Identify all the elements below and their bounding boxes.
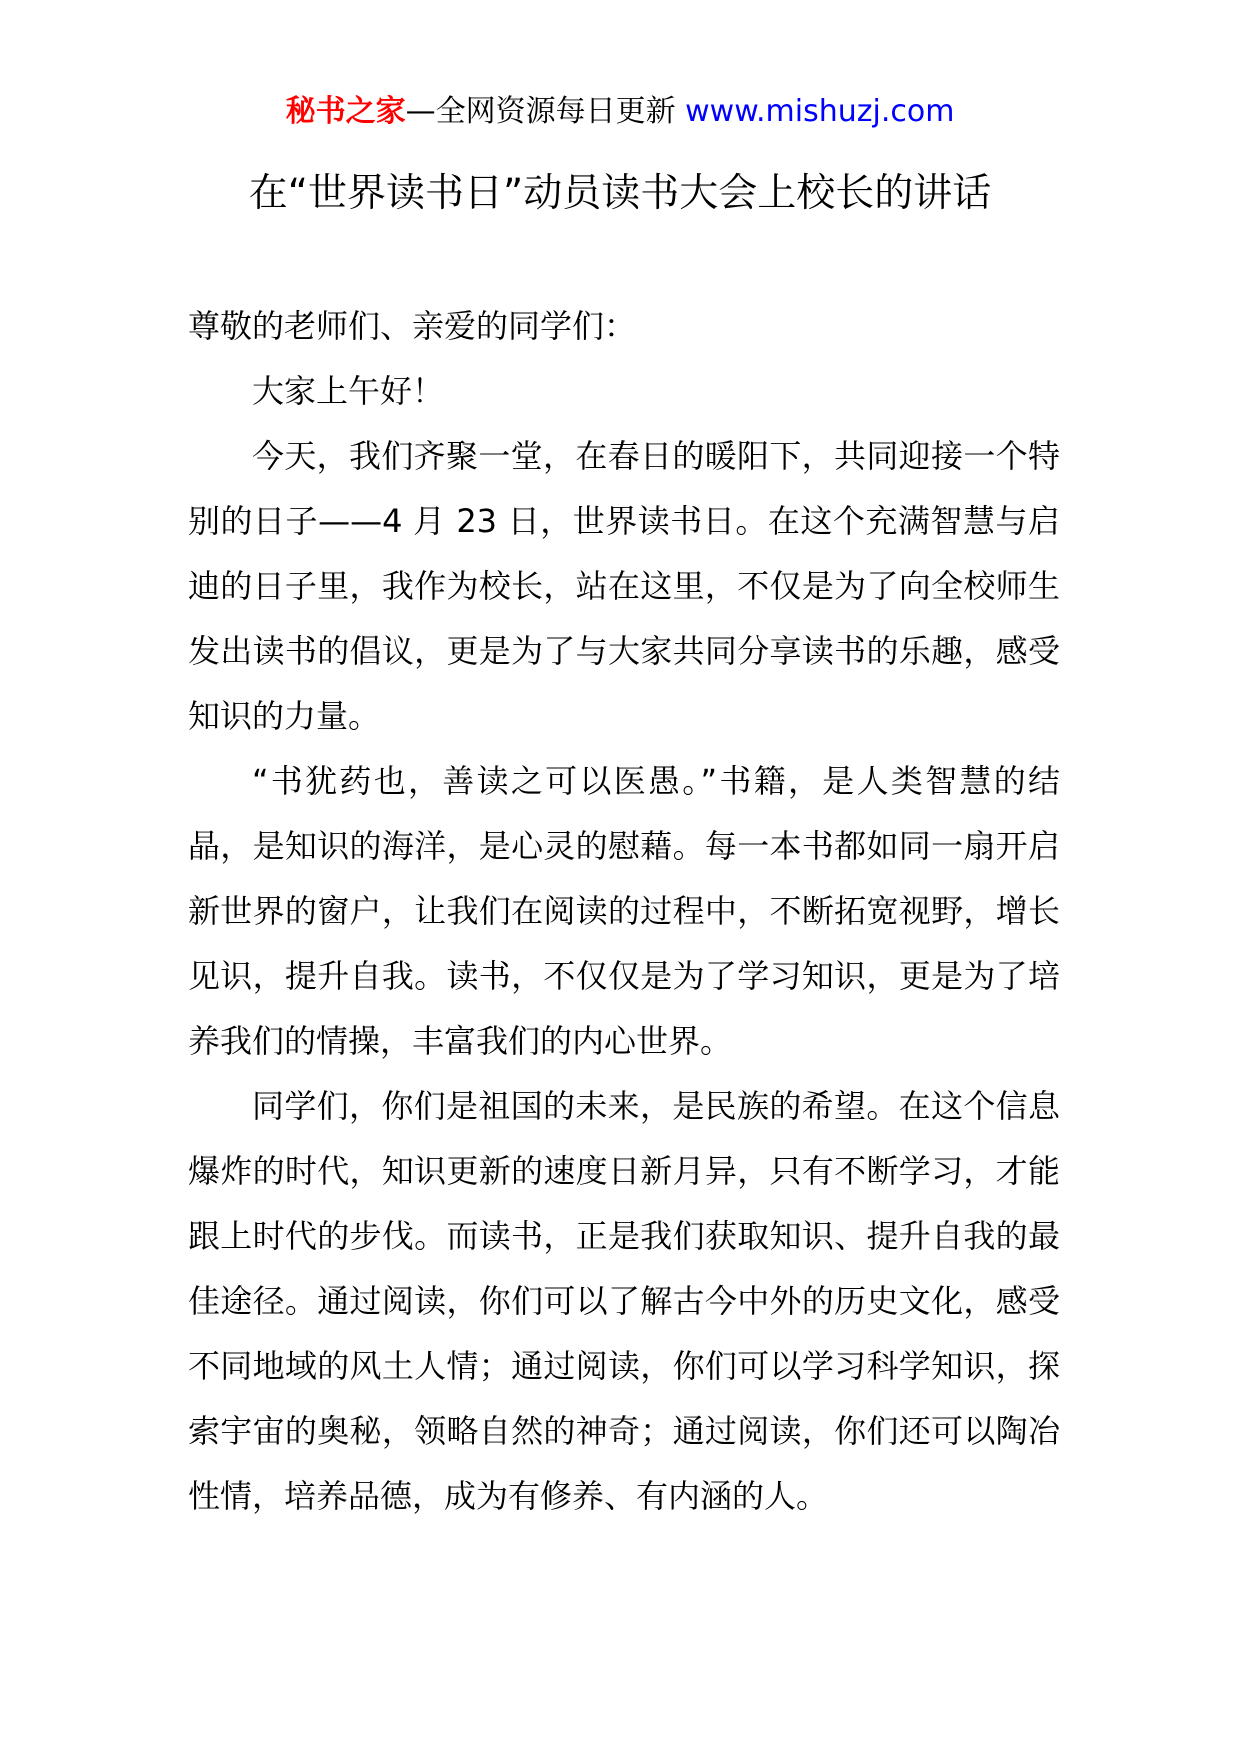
document-body: [188, 294, 1060, 1529]
brand-name: 秘书之家: [285, 94, 406, 129]
paragraph: 同学们，你们是祖国的未来，是民族的希望。在这个信息爆炸的时代，知识更新的速度日新月异，只有不断学习，才能跟上时代的步伐。而读书，正是我们获取知识、提升自我的最佳途径。通过阅读，你们可以了解古今中外的历史文化，感受不同地域的风土人情；通过阅读，你们可以学习科学知识，探索宇宙的奥秘，领略自然的神奇；通过阅读，你们还可以陶冶性情，培养品德，成为有修养、有内涵的人。: [188, 1087, 1060, 1515]
paragraph: 今天，我们齐聚一堂，在春日的暖阳下，共同迎接一个特别的日子——4 月 23 日，世界读书日。在这个充满智慧与启迪的日子里，我作为校长，站在这里，不仅是为了向全校师生发出读书的倡议，更是为了与大家共同分享读书的乐趣，感受知识的力量。: [188, 437, 1060, 735]
greeting: 尊敬的老师们、亲爱的同学们：: [188, 307, 637, 345]
document-title: 在“世界读书日”动员读书大会上校长的讲话: [248, 171, 992, 216]
header-tagline: —全网资源每日更新: [405, 94, 686, 129]
paragraph: “书犹药也，善读之可以医愚。”书籍，是人类智慧的结晶，是知识的海洋，是心灵的慰藉。每一本书都如同一扇开启新世界的窗户，让我们在阅读的过程中，不断拓宽视野，增长见识，提升自我。读书，不仅仅是为了学习知识，更是为了培养我们的情操，丰富我们的内心世界。: [188, 762, 1060, 1060]
paragraph: 大家上午好！: [252, 372, 445, 410]
site-url-link[interactable]: www.mishuzj.com: [685, 94, 955, 129]
site-header: [0, 92, 1240, 132]
